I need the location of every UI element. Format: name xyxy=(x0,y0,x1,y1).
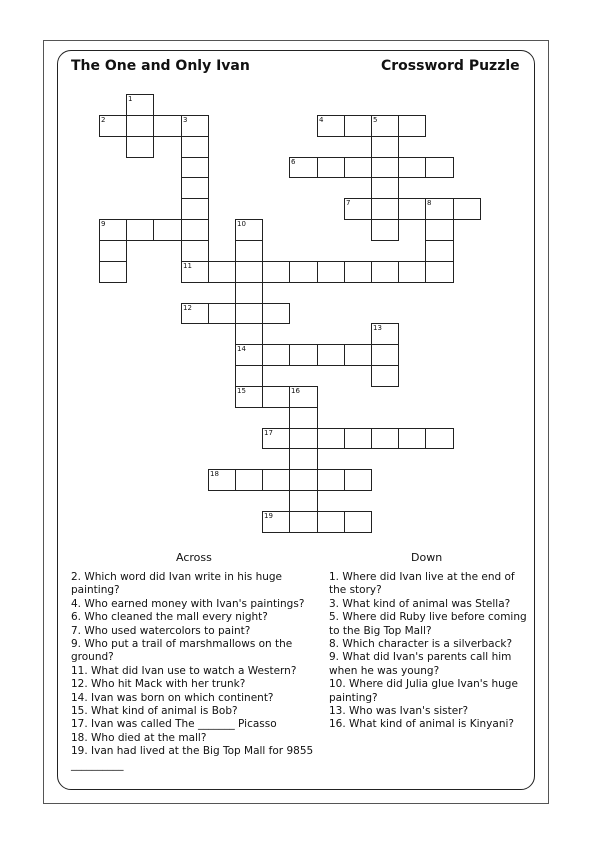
grid-cell[interactable] xyxy=(425,240,454,262)
down-clue: 10. Where did Julia glue Ivan's huge painting? xyxy=(329,678,518,704)
across-clue: 19. Ivan had lived at the Big Top Mall for 9855 __________ xyxy=(71,745,314,771)
grid-cell[interactable] xyxy=(235,323,263,345)
grid-cell[interactable] xyxy=(181,198,209,220)
clue-number: 7 xyxy=(346,199,351,207)
grid-cell[interactable] xyxy=(262,386,290,408)
grid-cell[interactable] xyxy=(235,469,263,491)
grid-cell[interactable] xyxy=(235,240,263,262)
grid-cell[interactable] xyxy=(317,261,345,283)
grid-cell[interactable] xyxy=(181,261,209,283)
across-clue: 4. Who earned money with Ivan's paintings? xyxy=(71,597,305,610)
grid-cell[interactable] xyxy=(99,261,127,283)
grid-cell[interactable] xyxy=(317,428,345,449)
puzzle-title: The One and Only Ivan xyxy=(71,58,250,74)
grid-cell[interactable] xyxy=(262,261,290,283)
grid-cell[interactable] xyxy=(289,261,318,283)
grid-cell[interactable] xyxy=(262,511,290,533)
grid-cell[interactable] xyxy=(317,469,345,491)
grid-cell[interactable] xyxy=(235,282,263,304)
grid-cell[interactable] xyxy=(398,157,426,178)
clue-number: 2 xyxy=(101,116,106,124)
grid-cell[interactable] xyxy=(371,115,399,137)
grid-cell[interactable] xyxy=(126,115,154,137)
grid-cell[interactable] xyxy=(208,261,236,283)
clue-number: 3 xyxy=(183,116,188,124)
across-clue: 14. Ivan was born on which continent? xyxy=(71,691,274,704)
grid-cell[interactable] xyxy=(208,469,236,491)
across-clue: 15. What kind of animal is Bob? xyxy=(71,705,238,718)
grid-cell[interactable] xyxy=(181,136,209,158)
across-heading: Across xyxy=(176,551,212,564)
grid-cell[interactable] xyxy=(99,115,127,137)
clue-number: 8 xyxy=(427,199,432,207)
grid-cell[interactable] xyxy=(398,261,426,283)
grid-cell[interactable] xyxy=(371,323,399,345)
grid-cell[interactable] xyxy=(344,511,372,533)
clue-number: 6 xyxy=(291,158,296,166)
grid-cell[interactable] xyxy=(289,344,318,366)
grid-cell[interactable] xyxy=(398,115,426,137)
grid-cell[interactable] xyxy=(289,490,318,512)
clue-number: 9 xyxy=(101,220,106,228)
grid-cell[interactable] xyxy=(317,344,345,366)
grid-cell[interactable] xyxy=(126,219,154,241)
grid-cell[interactable] xyxy=(344,115,372,137)
across-clue: 11. What did Ivan use to watch a Western? xyxy=(71,664,297,677)
down-heading: Down xyxy=(411,551,443,564)
grid-cell[interactable] xyxy=(235,386,263,408)
grid-cell[interactable] xyxy=(371,344,399,366)
grid-cell[interactable] xyxy=(289,407,318,429)
across-clue: 6. Who cleaned the mall every night? xyxy=(71,611,268,624)
grid-cell[interactable] xyxy=(425,428,454,449)
clue-number: 4 xyxy=(319,116,324,124)
grid-cell[interactable] xyxy=(235,303,263,324)
puzzle-subtitle: Crossword Puzzle xyxy=(381,58,520,74)
clue-number: 19 xyxy=(264,512,273,520)
grid-cell[interactable] xyxy=(126,94,154,116)
grid-cell[interactable] xyxy=(317,511,345,533)
grid-cell[interactable] xyxy=(425,157,454,178)
grid-cell[interactable] xyxy=(371,136,399,158)
grid-cell[interactable] xyxy=(208,303,236,324)
grid-cell[interactable] xyxy=(235,344,263,366)
across-clue: 9. Who put a trail of marshmallows on the ground? xyxy=(71,638,293,664)
grid-cell[interactable] xyxy=(289,386,318,408)
grid-cell[interactable] xyxy=(181,177,209,199)
clue-number: 14 xyxy=(237,345,246,353)
clue-number: 1 xyxy=(128,95,133,103)
grid-cell[interactable] xyxy=(289,157,318,178)
grid-cell[interactable] xyxy=(99,240,127,262)
grid-cell[interactable] xyxy=(126,136,154,158)
clue-number: 15 xyxy=(237,387,246,395)
grid-cell[interactable] xyxy=(398,198,426,220)
grid-cell[interactable] xyxy=(371,261,399,283)
clue-number: 5 xyxy=(373,116,378,124)
grid-cell[interactable] xyxy=(289,511,318,533)
down-clue: 3. What kind of animal was Stella? xyxy=(329,597,511,610)
grid-cell[interactable] xyxy=(344,261,372,283)
grid-cell[interactable] xyxy=(289,448,318,470)
down-clue: 13. Who was Ivan's sister? xyxy=(329,705,469,718)
grid-cell[interactable] xyxy=(181,303,209,324)
across-clue: 2. Which word did Ivan write in his huge painting? xyxy=(71,571,283,597)
clue-number: 17 xyxy=(264,429,273,437)
grid-cell[interactable] xyxy=(317,157,345,178)
clue-number: 10 xyxy=(237,220,246,228)
grid-cell[interactable] xyxy=(425,219,454,241)
across-clue: 17. Ivan was called The _______ Picasso xyxy=(71,718,277,731)
grid-cell[interactable] xyxy=(371,198,399,220)
grid-cell[interactable] xyxy=(181,219,209,241)
grid-cell[interactable] xyxy=(344,198,372,220)
clue-number: 16 xyxy=(291,387,300,395)
grid-cell[interactable] xyxy=(235,365,263,387)
clue-number: 12 xyxy=(183,304,192,312)
grid-cell[interactable] xyxy=(153,219,182,241)
clue-number: 18 xyxy=(210,470,219,478)
grid-cell[interactable] xyxy=(262,303,290,324)
down-clue: 8. Which character is a silverback? xyxy=(329,638,513,651)
across-clue: 12. Who hit Mack with her trunk? xyxy=(71,678,246,691)
grid-cell[interactable] xyxy=(181,115,209,137)
grid-cell[interactable] xyxy=(344,469,372,491)
grid-cell[interactable] xyxy=(181,240,209,262)
grid-cell[interactable] xyxy=(344,157,372,178)
grid-cell[interactable] xyxy=(262,428,290,449)
down-clues xyxy=(329,571,529,732)
down-clue: 9. What did Ivan's parents call him when he was young? xyxy=(329,651,512,677)
down-clue: 5. Where did Ruby live before coming to the Big Top Mall? xyxy=(329,611,527,637)
down-clue: 16. What kind of animal is Kinyani? xyxy=(329,718,514,731)
across-clues xyxy=(71,571,317,772)
grid-cell[interactable] xyxy=(262,469,290,491)
grid-cell[interactable] xyxy=(235,219,263,241)
grid-cell[interactable] xyxy=(371,157,399,178)
grid-cell[interactable] xyxy=(344,344,372,366)
grid-cell[interactable] xyxy=(398,428,426,449)
grid-cell[interactable] xyxy=(425,198,454,220)
grid-cell[interactable] xyxy=(181,157,209,178)
down-clue: 1. Where did Ivan live at the end of the story? xyxy=(329,571,515,597)
grid-cell[interactable] xyxy=(371,219,399,241)
grid-cell[interactable] xyxy=(453,198,481,220)
grid-cell[interactable] xyxy=(262,344,290,366)
grid-cell[interactable] xyxy=(344,428,372,449)
grid-cell[interactable] xyxy=(371,428,399,449)
grid-cell[interactable] xyxy=(289,469,318,491)
grid-cell[interactable] xyxy=(371,177,399,199)
grid-cell[interactable] xyxy=(153,115,182,137)
grid-cell[interactable] xyxy=(317,115,345,137)
grid-cell[interactable] xyxy=(371,365,399,387)
clue-number: 13 xyxy=(373,324,382,332)
clue-number: 11 xyxy=(183,262,192,270)
grid-cell[interactable] xyxy=(235,261,263,283)
grid-cell[interactable] xyxy=(289,428,318,449)
across-clue: 7. Who used watercolors to paint? xyxy=(71,624,251,637)
grid-cell[interactable] xyxy=(99,219,127,241)
across-clue: 18. Who died at the mall? xyxy=(71,731,207,744)
grid-cell[interactable] xyxy=(425,261,454,283)
